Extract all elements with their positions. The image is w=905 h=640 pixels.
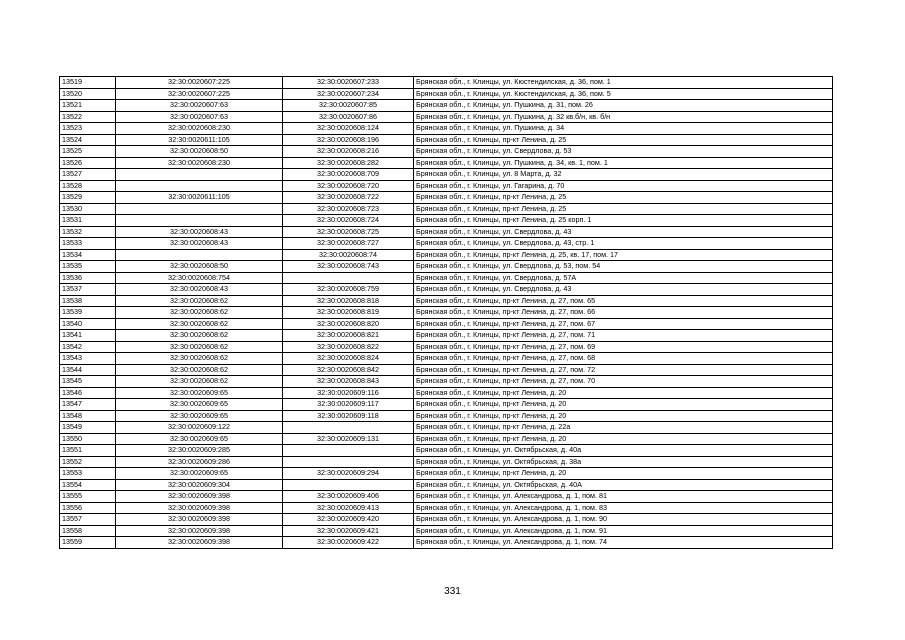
cadastral-number-cell — [283, 479, 414, 491]
record-number-cell: 13559 — [60, 537, 116, 549]
cadastral-number-cell — [283, 445, 414, 457]
cadastral-number-cell: 32:30:0020608:725 — [283, 226, 414, 238]
table-row — [60, 376, 833, 388]
record-number-cell: 13529 — [60, 192, 116, 204]
address-cell: Брянская обл., г. Клинцы, ул. Свердлова, д. 57А — [414, 272, 833, 284]
record-number-cell: 13547 — [60, 399, 116, 411]
record-number-cell: 13554 — [60, 479, 116, 491]
parent-cadastral-number-cell: 32:30:0020611:105 — [116, 134, 283, 146]
cadastral-number-cell: 32:30:0020609:131 — [283, 433, 414, 445]
address-cell: Брянская обл., г. Клинцы, ул. Александрова, д. 1, пом. 91 — [414, 525, 833, 537]
table-row — [60, 123, 833, 135]
address-cell: Брянская обл., г. Клинцы, ул. Октябрьская, д. 40А — [414, 479, 833, 491]
table-row — [60, 502, 833, 514]
table-row — [60, 514, 833, 526]
table-row — [60, 111, 833, 123]
record-number-cell: 13520 — [60, 88, 116, 100]
parent-cadastral-number-cell: 32:30:0020611:105 — [116, 192, 283, 204]
record-number-cell: 13530 — [60, 203, 116, 215]
parent-cadastral-number-cell: 32:30:0020609:398 — [116, 502, 283, 514]
address-cell: Брянская обл., г. Клинцы, ул. Свердлова, д. 43 — [414, 284, 833, 296]
record-number-cell: 13542 — [60, 341, 116, 353]
cadastral-number-cell: 32:30:0020608:842 — [283, 364, 414, 376]
property-registry-table — [59, 76, 833, 549]
cadastral-number-cell: 32:30:0020608:820 — [283, 318, 414, 330]
address-cell: Брянская обл., г. Клинцы, пр-кт Ленина, д. 27, пом. 67 — [414, 318, 833, 330]
cadastral-number-cell: 32:30:0020608:743 — [283, 261, 414, 273]
table-row — [60, 192, 833, 204]
parent-cadastral-number-cell: 32:30:0020608:62 — [116, 376, 283, 388]
address-cell: Брянская обл., г. Клинцы, пр-кт Ленина, д. 27, пом. 68 — [414, 353, 833, 365]
cadastral-number-cell — [283, 272, 414, 284]
parent-cadastral-number-cell: 32:30:0020608:230 — [116, 157, 283, 169]
parent-cadastral-number-cell: 32:30:0020607:225 — [116, 88, 283, 100]
table-row — [60, 341, 833, 353]
cadastral-number-cell: 32:30:0020609:118 — [283, 410, 414, 422]
cadastral-number-cell: 32:30:0020608:724 — [283, 215, 414, 227]
cadastral-number-cell: 32:30:0020608:282 — [283, 157, 414, 169]
parent-cadastral-number-cell: 32:30:0020608:62 — [116, 318, 283, 330]
table-row — [60, 399, 833, 411]
address-cell: Брянская обл., г. Клинцы, пр-кт Ленина, д. 27, пом. 65 — [414, 295, 833, 307]
table-row — [60, 491, 833, 503]
record-number-cell: 13558 — [60, 525, 116, 537]
cadastral-number-cell: 32:30:0020608:709 — [283, 169, 414, 181]
address-cell: Брянская обл., г. Клинцы, пр-кт Ленина, д. 20 — [414, 399, 833, 411]
record-number-cell: 13521 — [60, 100, 116, 112]
record-number-cell: 13533 — [60, 238, 116, 250]
table-row — [60, 387, 833, 399]
record-number-cell: 13536 — [60, 272, 116, 284]
table-row — [60, 203, 833, 215]
table-row — [60, 433, 833, 445]
address-cell: Брянская обл., г. Клинцы, пр-кт Ленина, д. 25 — [414, 192, 833, 204]
parent-cadastral-number-cell: 32:30:0020609:398 — [116, 491, 283, 503]
address-cell: Брянская обл., г. Клинцы, пр-кт Ленина, д. 27, пом. 70 — [414, 376, 833, 388]
table-row — [60, 410, 833, 422]
record-number-cell: 13555 — [60, 491, 116, 503]
parent-cadastral-number-cell — [116, 203, 283, 215]
record-number-cell: 13557 — [60, 514, 116, 526]
cadastral-number-cell: 32:30:0020608:723 — [283, 203, 414, 215]
parent-cadastral-number-cell: 32:30:0020609:65 — [116, 399, 283, 411]
parent-cadastral-number-cell: 32:30:0020608:43 — [116, 238, 283, 250]
address-cell: Брянская обл., г. Клинцы, пр-кт Ленина, д. 25 — [414, 203, 833, 215]
parent-cadastral-number-cell: 32:30:0020609:398 — [116, 525, 283, 537]
table-row — [60, 180, 833, 192]
parent-cadastral-number-cell: 32:30:0020608:62 — [116, 341, 283, 353]
cadastral-number-cell: 32:30:0020608:822 — [283, 341, 414, 353]
cadastral-number-cell: 32:30:0020607:86 — [283, 111, 414, 123]
address-cell: Брянская обл., г. Клинцы, ул. Пушкина, д. 32 кв.б/н, кв. б/н — [414, 111, 833, 123]
record-number-cell: 13546 — [60, 387, 116, 399]
table-row — [60, 77, 833, 89]
table-row — [60, 318, 833, 330]
address-cell: Брянская обл., г. Клинцы, пр-кт Ленина, д. 20 — [414, 387, 833, 399]
parent-cadastral-number-cell — [116, 215, 283, 227]
record-number-cell: 13556 — [60, 502, 116, 514]
record-number-cell: 13553 — [60, 468, 116, 480]
cadastral-number-cell: 32:30:0020609:422 — [283, 537, 414, 549]
address-cell: Брянская обл., г. Клинцы, ул. Свердлова, д. 53 — [414, 146, 833, 158]
address-cell: Брянская обл., г. Клинцы, пр-кт Ленина, д. 20 — [414, 468, 833, 480]
table-row — [60, 272, 833, 284]
record-number-cell: 13540 — [60, 318, 116, 330]
address-cell: Брянская обл., г. Клинцы, ул. Александрова, д. 1, пом. 90 — [414, 514, 833, 526]
address-cell: Брянская обл., г. Клинцы, ул. Пушкина, д. 31, пом. 26 — [414, 100, 833, 112]
parent-cadastral-number-cell: 32:30:0020607:63 — [116, 111, 283, 123]
cadastral-number-cell: 32:30:0020608:818 — [283, 295, 414, 307]
cadastral-number-cell: 32:30:0020609:421 — [283, 525, 414, 537]
cadastral-number-cell — [283, 456, 414, 468]
parent-cadastral-number-cell: 32:30:0020609:122 — [116, 422, 283, 434]
record-number-cell: 13550 — [60, 433, 116, 445]
cadastral-number-cell: 32:30:0020608:196 — [283, 134, 414, 146]
cadastral-number-cell: 32:30:0020608:759 — [283, 284, 414, 296]
record-number-cell: 13541 — [60, 330, 116, 342]
record-number-cell: 13552 — [60, 456, 116, 468]
cadastral-number-cell: 32:30:0020607:234 — [283, 88, 414, 100]
cadastral-number-cell: 32:30:0020608:74 — [283, 249, 414, 261]
page-number: 331 — [444, 586, 461, 597]
address-cell: Брянская обл., г. Клинцы, пр-кт Ленина, д. 20 — [414, 410, 833, 422]
address-cell: Брянская обл., г. Клинцы, пр-кт Ленина, д. 25 — [414, 134, 833, 146]
cadastral-number-cell: 32:30:0020607:233 — [283, 77, 414, 89]
address-cell: Брянская обл., г. Клинцы, пр-кт Ленина, д. 27, пом. 69 — [414, 341, 833, 353]
parent-cadastral-number-cell: 32:30:0020608:62 — [116, 295, 283, 307]
record-number-cell: 13526 — [60, 157, 116, 169]
table-row — [60, 261, 833, 273]
record-number-cell: 13543 — [60, 353, 116, 365]
parent-cadastral-number-cell — [116, 169, 283, 181]
parent-cadastral-number-cell: 32:30:0020608:62 — [116, 353, 283, 365]
parent-cadastral-number-cell: 32:30:0020609:65 — [116, 433, 283, 445]
table-row — [60, 525, 833, 537]
cadastral-number-cell: 32:30:0020608:720 — [283, 180, 414, 192]
record-number-cell: 13525 — [60, 146, 116, 158]
record-number-cell: 13544 — [60, 364, 116, 376]
cadastral-number-cell: 32:30:0020608:727 — [283, 238, 414, 250]
parent-cadastral-number-cell: 32:30:0020608:230 — [116, 123, 283, 135]
table-row — [60, 238, 833, 250]
parent-cadastral-number-cell: 32:30:0020609:398 — [116, 514, 283, 526]
table-row — [60, 284, 833, 296]
address-cell: Брянская обл., г. Клинцы, пр-кт Ленина, д. 25 корп. 1 — [414, 215, 833, 227]
address-cell: Брянская обл., г. Клинцы, пр-кт Ленина, д. 27, пом. 66 — [414, 307, 833, 319]
address-cell: Брянская обл., г. Клинцы, ул. Пушкина, д. 34, кв. 1, пом. 1 — [414, 157, 833, 169]
parent-cadastral-number-cell — [116, 180, 283, 192]
cadastral-number-cell: 32:30:0020608:843 — [283, 376, 414, 388]
table-row — [60, 353, 833, 365]
record-number-cell: 13537 — [60, 284, 116, 296]
address-cell: Брянская обл., г. Клинцы, ул. Свердлова, д. 43 — [414, 226, 833, 238]
table-row — [60, 468, 833, 480]
parent-cadastral-number-cell: 32:30:0020608:50 — [116, 146, 283, 158]
parent-cadastral-number-cell: 32:30:0020609:304 — [116, 479, 283, 491]
table-row — [60, 169, 833, 181]
table-row — [60, 215, 833, 227]
parent-cadastral-number-cell: 32:30:0020608:62 — [116, 307, 283, 319]
record-number-cell: 13534 — [60, 249, 116, 261]
table-row — [60, 537, 833, 549]
record-number-cell: 13548 — [60, 410, 116, 422]
record-number-cell: 13523 — [60, 123, 116, 135]
cadastral-number-cell: 32:30:0020608:216 — [283, 146, 414, 158]
parent-cadastral-number-cell: 32:30:0020607:225 — [116, 77, 283, 89]
address-cell: Брянская обл., г. Клинцы, пр-кт Ленина, д. 22а — [414, 422, 833, 434]
table-row — [60, 479, 833, 491]
table-row — [60, 157, 833, 169]
parent-cadastral-number-cell: 32:30:0020608:43 — [116, 284, 283, 296]
address-cell: Брянская обл., г. Клинцы, ул. Кюстендилская, д. 36, пом. 5 — [414, 88, 833, 100]
cadastral-number-cell: 32:30:0020608:821 — [283, 330, 414, 342]
address-cell: Брянская обл., г. Клинцы, ул. Октябрьская, д. 40а — [414, 445, 833, 457]
record-number-cell: 13545 — [60, 376, 116, 388]
parent-cadastral-number-cell: 32:30:0020608:43 — [116, 226, 283, 238]
cadastral-number-cell: 32:30:0020608:722 — [283, 192, 414, 204]
table-row — [60, 134, 833, 146]
record-number-cell: 13538 — [60, 295, 116, 307]
record-number-cell: 13531 — [60, 215, 116, 227]
address-cell: Брянская обл., г. Клинцы, ул. Пушкина, д. 34 — [414, 123, 833, 135]
table-row — [60, 422, 833, 434]
address-cell: Брянская обл., г. Клинцы, ул. Александрова, д. 1, пом. 83 — [414, 502, 833, 514]
cadastral-number-cell: 32:30:0020608:819 — [283, 307, 414, 319]
cadastral-number-cell: 32:30:0020607:85 — [283, 100, 414, 112]
parent-cadastral-number-cell: 32:30:0020608:50 — [116, 261, 283, 273]
record-number-cell: 13528 — [60, 180, 116, 192]
table-row — [60, 445, 833, 457]
parent-cadastral-number-cell: 32:30:0020609:286 — [116, 456, 283, 468]
cadastral-number-cell: 32:30:0020608:824 — [283, 353, 414, 365]
table-row — [60, 100, 833, 112]
parent-cadastral-number-cell: 32:30:0020608:754 — [116, 272, 283, 284]
table-row — [60, 88, 833, 100]
record-number-cell: 13549 — [60, 422, 116, 434]
record-number-cell: 13551 — [60, 445, 116, 457]
parent-cadastral-number-cell: 32:30:0020609:285 — [116, 445, 283, 457]
address-cell: Брянская обл., г. Клинцы, ул. Свердлова, д. 43, стр. 1 — [414, 238, 833, 250]
table-row — [60, 249, 833, 261]
cadastral-number-cell: 32:30:0020609:116 — [283, 387, 414, 399]
address-cell: Брянская обл., г. Клинцы, пр-кт Ленина, д. 20 — [414, 433, 833, 445]
table-row — [60, 146, 833, 158]
table-row — [60, 295, 833, 307]
parent-cadastral-number-cell: 32:30:0020609:65 — [116, 410, 283, 422]
table-row — [60, 330, 833, 342]
address-cell: Брянская обл., г. Клинцы, ул. Гагарина, д. 70 — [414, 180, 833, 192]
record-number-cell: 13522 — [60, 111, 116, 123]
parent-cadastral-number-cell: 32:30:0020607:63 — [116, 100, 283, 112]
record-number-cell: 13535 — [60, 261, 116, 273]
address-cell: Брянская обл., г. Клинцы, пр-кт Ленина, д. 25, кв. 17, пом. 17 — [414, 249, 833, 261]
record-number-cell: 13532 — [60, 226, 116, 238]
cadastral-number-cell: 32:30:0020609:406 — [283, 491, 414, 503]
parent-cadastral-number-cell: 32:30:0020608:62 — [116, 330, 283, 342]
address-cell: Брянская обл., г. Клинцы, ул. Александрова, д. 1, пом. 81 — [414, 491, 833, 503]
address-cell: Брянская обл., г. Клинцы, ул. Кюстендилская, д. 36, пом. 1 — [414, 77, 833, 89]
cadastral-number-cell — [283, 422, 414, 434]
table-row — [60, 226, 833, 238]
cadastral-number-cell: 32:30:0020609:420 — [283, 514, 414, 526]
cadastral-number-cell: 32:30:0020608:124 — [283, 123, 414, 135]
table-row — [60, 307, 833, 319]
cadastral-number-cell: 32:30:0020609:413 — [283, 502, 414, 514]
parent-cadastral-number-cell: 32:30:0020609:65 — [116, 387, 283, 399]
cadastral-number-cell: 32:30:0020609:117 — [283, 399, 414, 411]
parent-cadastral-number-cell: 32:30:0020608:62 — [116, 364, 283, 376]
table-row — [60, 364, 833, 376]
address-cell: Брянская обл., г. Клинцы, ул. Александрова, д. 1, пом. 74 — [414, 537, 833, 549]
registry-table-body — [60, 77, 833, 549]
cadastral-number-cell: 32:30:0020609:294 — [283, 468, 414, 480]
record-number-cell: 13527 — [60, 169, 116, 181]
parent-cadastral-number-cell — [116, 249, 283, 261]
record-number-cell: 13524 — [60, 134, 116, 146]
record-number-cell: 13519 — [60, 77, 116, 89]
parent-cadastral-number-cell: 32:30:0020609:398 — [116, 537, 283, 549]
record-number-cell: 13539 — [60, 307, 116, 319]
address-cell: Брянская обл., г. Клинцы, пр-кт Ленина, д. 27, пом. 71 — [414, 330, 833, 342]
address-cell: Брянская обл., г. Клинцы, пр-кт Ленина, д. 27, пом. 72 — [414, 364, 833, 376]
table-row — [60, 456, 833, 468]
address-cell: Брянская обл., г. Клинцы, ул. Свердлова, д. 53, пом. 54 — [414, 261, 833, 273]
parent-cadastral-number-cell: 32:30:0020609:65 — [116, 468, 283, 480]
address-cell: Брянская обл., г. Клинцы, ул. 8 Марта, д. 32 — [414, 169, 833, 181]
address-cell: Брянская обл., г. Клинцы, ул. Октябрьская, д. 38а — [414, 456, 833, 468]
